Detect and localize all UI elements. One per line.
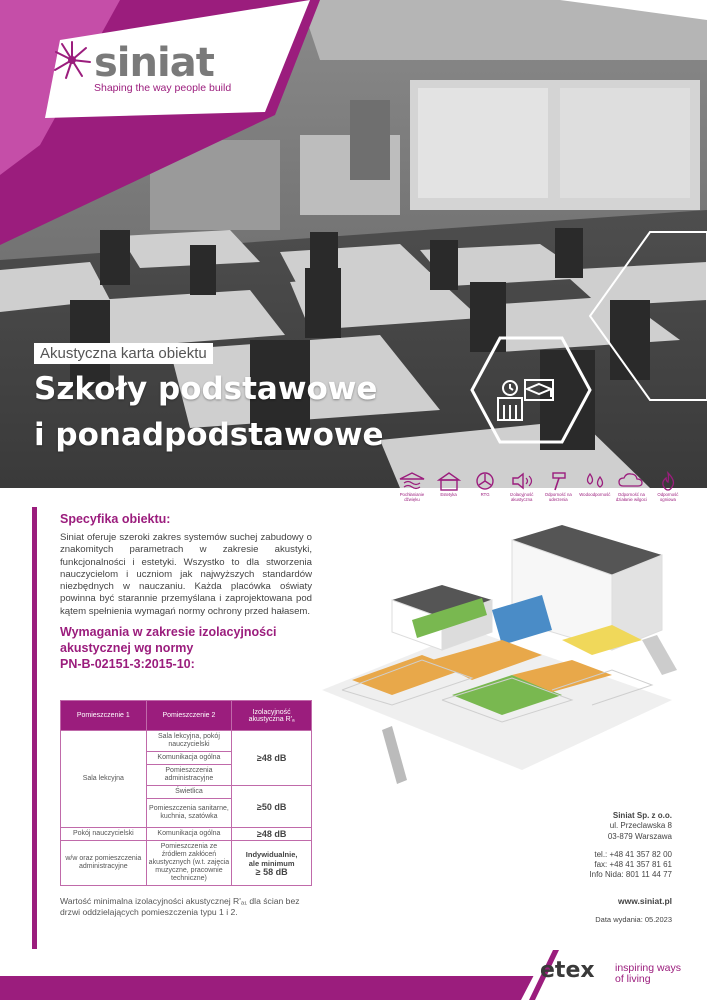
siniat-star-icon (52, 40, 92, 80)
property-label: Odporność na uderzenia (544, 492, 572, 502)
company-street: ul. Przeclawska 8 (609, 821, 672, 831)
table-cell: Sala lekcyjna (61, 731, 147, 828)
table-header: Izolacyjność akustyczna R'ₐ (232, 701, 312, 731)
requirements-heading-line-3: PN-B-02151-3:2015-10: (60, 657, 195, 672)
requirements-heading (60, 624, 312, 672)
property-label: Odporność na działanie wilgoci (615, 492, 647, 502)
etex-logo: etex (540, 958, 595, 983)
speaker-icon (505, 470, 539, 492)
property-item (505, 470, 539, 502)
title-line-2: i ponadpodstawowe (34, 417, 384, 453)
table-header: Pomieszczenie 2 (146, 701, 232, 731)
table-row (61, 841, 312, 886)
cloud-icon (614, 470, 648, 492)
spec-heading: Specyfika obiektu: (60, 512, 171, 526)
accent-bar (32, 507, 37, 949)
etex-tagline-line-1: inspiring ways (615, 962, 681, 974)
property-item (614, 470, 648, 502)
house-sound-icon (395, 470, 429, 492)
table-cell-value (232, 841, 312, 886)
table-header: Pomieszczenie 1 (61, 701, 147, 731)
property-item (541, 470, 575, 502)
company-tel: tel.: +48 41 357 82 00 (594, 849, 672, 859)
table-row (61, 731, 312, 752)
table-cell-value: ≥50 dB (232, 786, 312, 828)
table-cell: Sala lekcyjna, pokój nauczycielski (146, 731, 232, 752)
table-cell: w/w oraz pomieszczenia administracyjne (61, 841, 147, 886)
property-label: RTG (480, 492, 490, 497)
requirements-table (60, 700, 312, 886)
etex-tagline (615, 963, 681, 985)
company-address (560, 811, 672, 881)
company-website-link[interactable]: www.siniat.pl (618, 896, 672, 906)
spec-section (60, 512, 312, 672)
siniat-logo (52, 38, 282, 98)
table-row (61, 828, 312, 841)
requirements-heading-line-1: Wymagania w zakresie izolacyjności (60, 625, 277, 640)
property-label: Izolacyjność akustyczna (509, 492, 534, 502)
house-icon (432, 470, 466, 492)
table-cell: Pokój nauczycielski (61, 828, 147, 841)
table-cell: Pomieszczenia administracyjne (146, 765, 232, 786)
table-cell: Komunikacja ogólna (146, 828, 232, 841)
fan-icon (468, 470, 502, 492)
flame-icon (651, 470, 685, 492)
title-line-1: Szkoły podstawowe (34, 371, 378, 407)
value-line-2: ale minimum (248, 858, 295, 868)
property-label: Estetyka (440, 492, 457, 497)
table-cell-value: ≥48 dB (232, 828, 312, 841)
etex-tagline-line-2: of living (615, 973, 651, 985)
company-fax: fax: +48 41 357 81 61 (594, 860, 672, 870)
spec-text: Siniat oferuje szeroki zakres systemów suchej zabudowy o znakomitych parametrach w zakresie akustyki, funkcjonalności i estetyki. Wszystko to dla stworzenia nauczycielom i uczniom jak najwyższych standardów niezbędnych w nauczaniu. Każda placówka oświaty powinna być starannie przemyślana i zaprojektowana pod kątem spełnienia wymagań normy ochrony przed hałasem. (60, 532, 312, 617)
table-cell: Komunikacja ogólna (146, 752, 232, 765)
property-item (578, 470, 612, 502)
page-title (34, 366, 384, 458)
table-header-row (61, 701, 312, 731)
table-cell: Świetlica (146, 786, 232, 799)
property-item (468, 470, 502, 502)
table-cell: Pomieszczenia ze źródłem zakłóceń akustycznych (w.t. zajęcia muzyczne, pracownie techniczne) (146, 841, 232, 886)
logo-tagline: Shaping the way people build (94, 82, 232, 94)
hero-image (0, 0, 707, 488)
table-note: Wartość minimalna izolacyjności akustycznej R'ₐ₁ dla ścian bez drzwi oddzielających pomieszczenia typu 1 i 2. (60, 896, 300, 917)
document-kicker: Akustyczna karta obiektu (34, 343, 213, 364)
value-line-3: ≥ 58 dB (255, 866, 288, 877)
table-cell-value: ≥48 dB (232, 731, 312, 786)
property-icons (395, 470, 685, 502)
company-city: 03-879 Warszawa (607, 831, 672, 841)
requirements-heading-line-2: akustycznej wg normy (60, 641, 194, 656)
hammer-icon (541, 470, 575, 492)
property-item (432, 470, 466, 502)
logo-wordmark: siniat (94, 40, 214, 86)
company-name: Siniat Sp. z o.o. (612, 811, 672, 820)
school-building-illustration (312, 500, 682, 800)
property-item (651, 470, 685, 502)
issue-date: Data wydania: 05.2023 (595, 915, 672, 924)
property-label: Pochłanianie dźwięku (399, 492, 425, 502)
property-item (395, 470, 429, 502)
table-cell: Pomieszczenia sanitarne, kuchnia, szatówka (146, 799, 232, 828)
property-label: Odporność ogniowa (657, 492, 679, 502)
water-drops-icon (578, 470, 612, 492)
value-line-1: Indywidualnie, (245, 849, 298, 859)
company-info: Info Nida: 801 11 44 77 (589, 870, 672, 880)
property-label: Wodoodporność (579, 492, 611, 497)
